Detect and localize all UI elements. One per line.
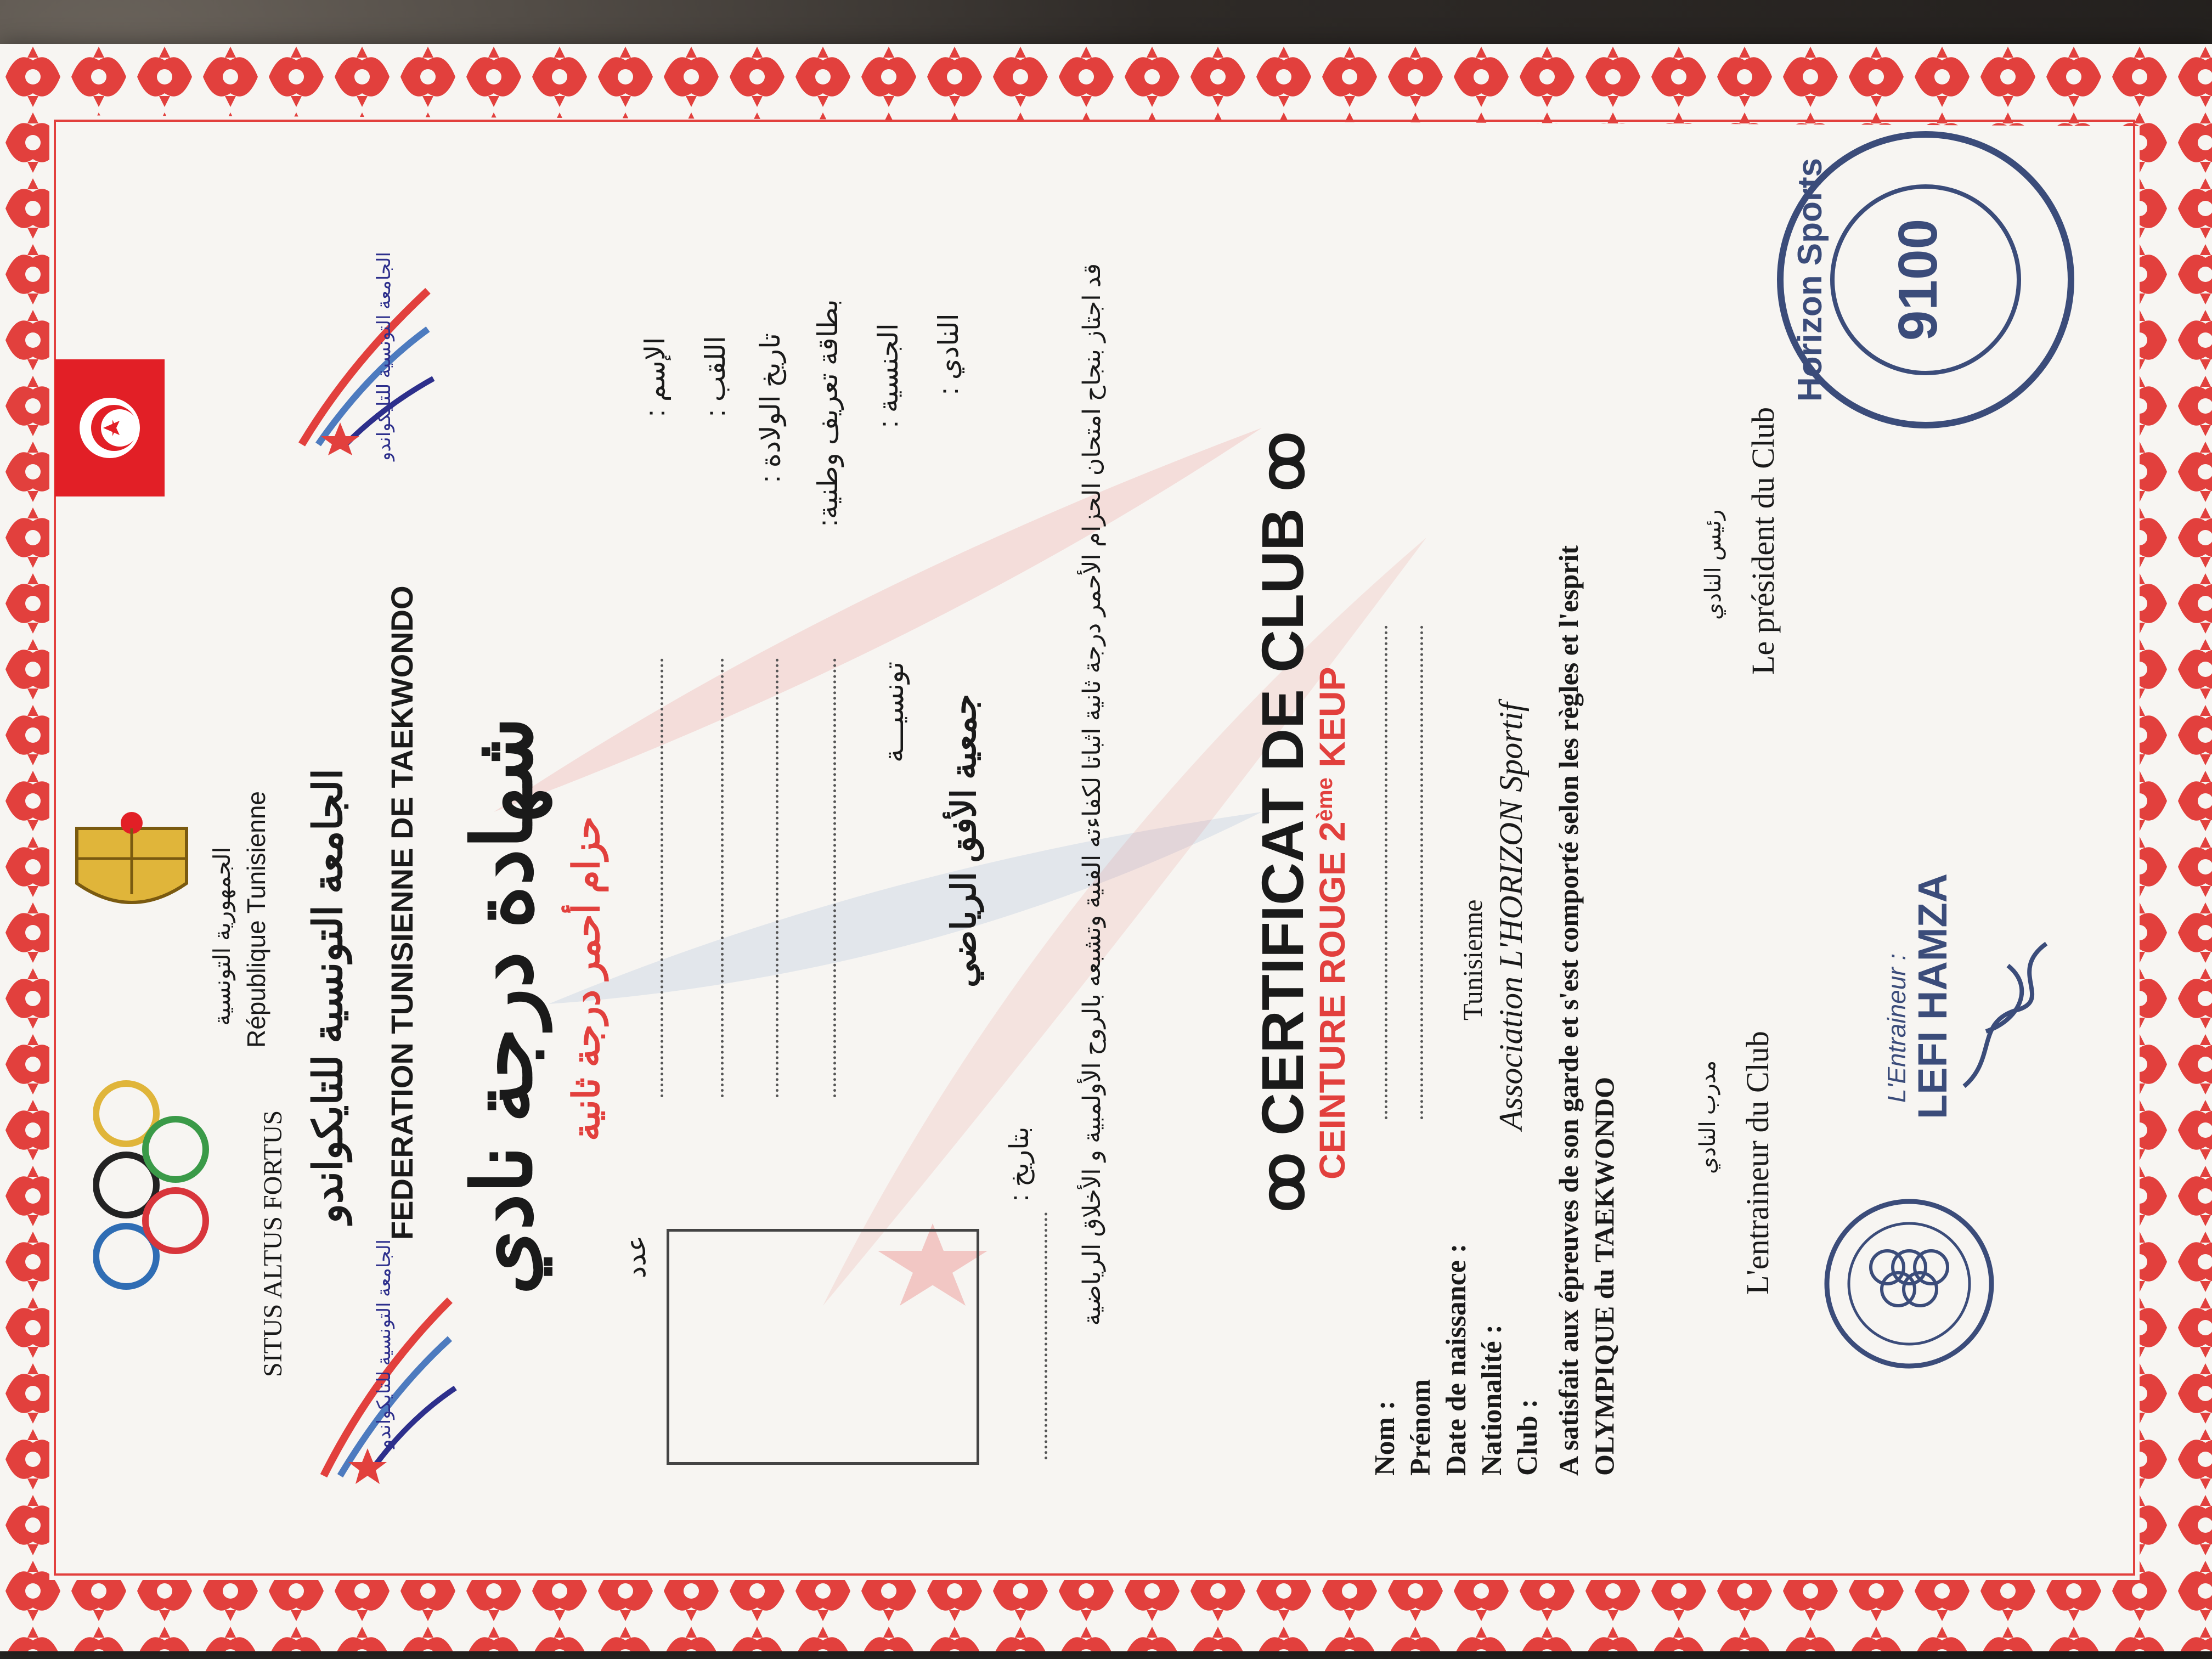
arabic-field-line-surname xyxy=(719,658,724,1097)
arabic-field-label-surname: اللقب : xyxy=(700,336,731,417)
subtitle-french-post: KEUP xyxy=(1312,667,1352,778)
photo-box xyxy=(667,1229,979,1465)
olympic-rings-icon xyxy=(93,1075,219,1306)
certificate-title-arabic: شهادة درجة نادي xyxy=(456,716,549,1295)
coach-signature xyxy=(1953,922,2063,1103)
subtitle-french-sup: ème xyxy=(1313,777,1337,822)
french-field-line-nom xyxy=(1383,625,1387,1119)
president-stamp-name: Horizon Sports xyxy=(1791,157,1829,402)
arabic-field-label-birthdate: تاريخ الولادة : xyxy=(755,332,786,483)
arabic-date-line xyxy=(1042,1212,1047,1459)
french-field-value-club: Association L'HORIZON Sportif xyxy=(1493,702,1529,1130)
republic-french: République Tunisienne xyxy=(242,791,270,1048)
federation-logo-icon-right xyxy=(285,280,450,455)
certificate-number-label: عدد xyxy=(620,1235,651,1278)
subtitle-french-pre: CEINTURE ROUGE 2 xyxy=(1312,821,1352,1180)
french-field-label-nom: Nom : xyxy=(1369,1400,1401,1476)
coach-title-arabic: مدرب النادي xyxy=(1696,1060,1720,1174)
coach-stamp-label: L'Entraineur : xyxy=(1882,953,1911,1103)
arabic-field-line-id-card xyxy=(831,658,836,1097)
arabic-field-value-nationality: تونسيـــة xyxy=(878,661,909,763)
coach-stamp-name: LEFI HAMZA xyxy=(1910,873,1955,1119)
title-ornament-right: ꝏ xyxy=(1249,431,1316,509)
tunisia-coat-of-arms-icon xyxy=(60,806,203,927)
olympic-motto: SITUS ALTUS FORTUS xyxy=(258,1110,287,1377)
arabic-field-label-nationality: الجنسية : xyxy=(873,323,904,428)
french-field-value-nationalite: Tunisienne xyxy=(1457,899,1488,1020)
federation-logo-text-right: الجامعة التونسية للتايكواندو xyxy=(374,252,394,461)
president-stamp-code: 9100 xyxy=(1887,218,1949,341)
certificate-paper xyxy=(0,44,2212,1651)
federation-name-arabic: الجامعة التونسية للتايكواندو xyxy=(305,768,351,1223)
federation-logo-text-left: الجامعة التونسية للتايكواندو xyxy=(374,1239,394,1448)
title-ornament-left: ꝏ xyxy=(1249,1135,1316,1212)
french-statement-line2: OLYMPIQUE du TAEKWONDO xyxy=(1589,1076,1620,1476)
arabic-date-label: بتاريخ : xyxy=(1005,1126,1034,1201)
french-field-label-prenom: Prénom xyxy=(1405,1379,1436,1476)
french-field-line-prenom xyxy=(1418,625,1423,1119)
arabic-field-value-club: جمعية الأفق الرياضي xyxy=(945,693,983,988)
arabic-field-label-club: النادي : xyxy=(933,313,964,395)
president-title-french: Le président du Club xyxy=(1745,407,1781,675)
federation-name-french: FEDERATION TUNISIENNE DE TAEKWONDO xyxy=(385,585,419,1240)
french-statement-line1: A satisfait aux épreuves de son garde et s'est comporté selon les règles et l'esprit xyxy=(1553,545,1584,1476)
coach-title-french: L'entraineur du Club xyxy=(1740,1031,1775,1295)
arabic-statement: قد اجتاز بنجاح امتحان الحزام الأحمر درجة ثانية اثباتا لكفاءته الفنية وتشبعه بالروح الأولمبية و الأخلاق الرياضية xyxy=(1079,263,1105,1326)
arabic-field-line-name xyxy=(658,658,663,1097)
tunisia-flag-icon xyxy=(55,359,165,496)
french-field-label-nationalite: Nationalité : xyxy=(1476,1324,1508,1476)
certificate-title-french-text: CERTIFICAT DE CLUB xyxy=(1249,508,1316,1136)
president-title-arabic: رئيس النادي xyxy=(1701,509,1725,620)
club-stamp-icon xyxy=(1821,1196,1997,1372)
arabic-field-label-name: الإسم : xyxy=(640,337,670,417)
french-field-label-club: Club : xyxy=(1512,1398,1543,1476)
certificate-subtitle-french xyxy=(1311,667,1353,1180)
certificate-subtitle-arabic: حزام أحمر درجة ثانية xyxy=(566,816,607,1141)
arabic-field-line-birthdate xyxy=(774,658,778,1097)
republic-arabic: الجمهورية التونسية xyxy=(209,847,235,1026)
french-field-label-naissance: Date de naissance : xyxy=(1441,1243,1472,1476)
arabic-field-label-id-card: بطاقة تعريف وطنية: xyxy=(812,299,843,527)
president-stamp-icon xyxy=(1772,126,2079,433)
certificate-title-french xyxy=(1248,431,1317,1212)
